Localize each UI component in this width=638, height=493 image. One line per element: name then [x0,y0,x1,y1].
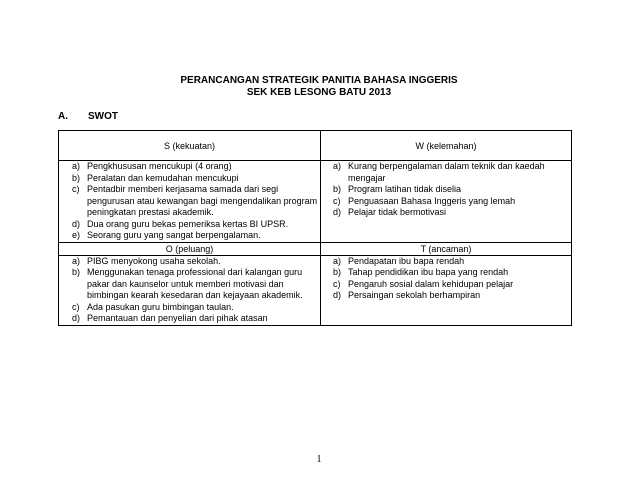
list-item: e) Seorang guru yang sangat berpengalaman. [72,230,261,240]
list-item: d) Pemantauan dan penyelian dari pihak atasan [72,313,268,323]
swot-table [58,130,572,326]
list-item: c) Ada pasukan guru bimbingan taulan. [72,301,234,312]
weaknesses-cell [321,161,572,243]
strengths-cell [59,161,321,243]
threats-cell [321,255,572,325]
threats-list [321,256,571,302]
weaknesses-heading: W (kelemahan) [321,131,572,161]
school-name: SEK KEB LESONG BATU 2013 [246,87,392,98]
opportunities-cell [59,255,321,325]
list-item: a) PIBG menyokong usaha sekolah. [72,255,221,266]
list-item: b) Peralatan dan kemudahan mencukupi [72,172,239,183]
list-item: c) Pengaruh sosial dalam kehidupan pelajar [333,278,514,289]
opportunities-list [59,256,320,325]
list-item: d) Dua orang guru bekas pemeriksa kertas BI UPSR. [72,218,289,229]
list-item: d) Pelajar tidak bermotivasi [333,207,447,217]
list-item: b) Menggunakan tenaga professional dari kalangan guru pakar dan kaunselor untuk memberi motivasi dan bimbingan kearah kesedaran dan kejayaan akademik. [72,267,303,300]
document-title: PERANCANGAN STRATEGIK PANITIA BAHASA INGGERIS [180,75,458,86]
threats-heading: T (ancaman) [321,242,572,255]
list-item: a) Kurang berpengalaman dalam teknik dan kaedah mengajar [333,161,545,183]
list-item: c) Penguasaan Bahasa Inggeris yang lemah [333,195,516,206]
list-item: a) Pendapatan ibu bapa rendah [333,255,465,266]
page-number: 1 [316,454,322,465]
strengths-list [59,161,320,242]
strengths-heading: S (kekuatan) [59,131,321,161]
list-item: c) Pentadbir memberi kerjasama samada dari segi pengurusan atau kewangan bagi mengendalikan program peningkatan prestasi akademik. [72,184,318,217]
weaknesses-list [321,161,571,219]
list-item: d) Persaingan sekolah berhampiran [333,290,481,300]
list-item: a) Pengkhususan mencukupi (4 orang) [72,161,232,171]
list-item: b) Tahap pendidikan ibu bapa yang rendah [333,267,509,277]
section-letter: A. [58,111,68,122]
opportunities-heading: O (peluang) [59,242,321,255]
section-title: SWOT [88,111,118,122]
list-item: b) Program latihan tidak diselia [333,184,462,194]
